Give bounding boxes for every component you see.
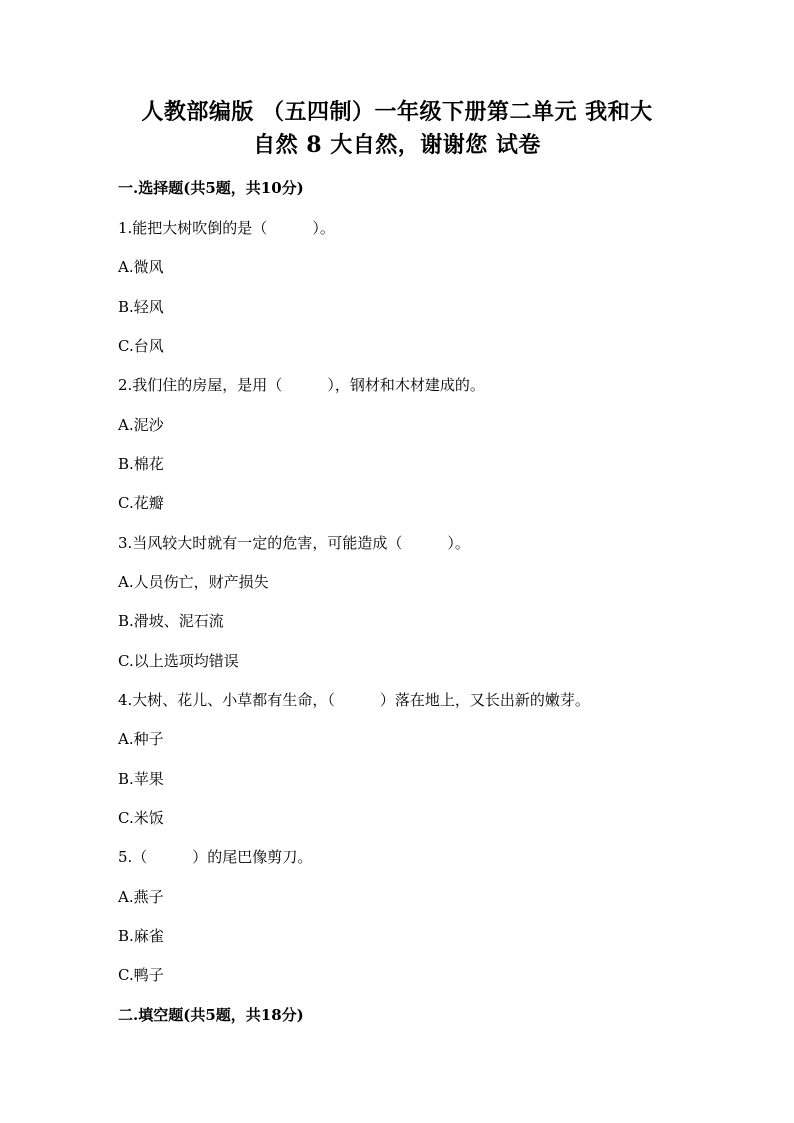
question-2-option-a: A.泥沙 <box>118 416 164 434</box>
question-5-option-c: C.鸭子 <box>118 966 164 984</box>
exam-title-line2: 自然 8 大自然，谢谢您 试卷 <box>253 132 541 158</box>
question-1-stem: 1.能把大树吹倒的是（ ）。 <box>118 219 335 237</box>
question-2-option-b: B.棉花 <box>118 455 164 473</box>
question-3-option-a: A.人员伤亡，财产损失 <box>118 573 269 591</box>
question-1-option-b: B.轻风 <box>118 298 164 316</box>
question-5-option-b: B.麻雀 <box>118 927 164 945</box>
question-5-option-a: A.燕子 <box>118 888 164 906</box>
section-heading-fill-blank: 二.填空题(共5题，共18分) <box>118 1006 304 1024</box>
question-3-option-c: C.以上选项均错误 <box>118 652 239 670</box>
question-5-stem: 5.（ ）的尾巴像剪刀。 <box>118 848 313 866</box>
question-3-option-b: B.滑坡、泥石流 <box>118 612 224 630</box>
exam-title-line1: 人教部编版 （五四制）一年级下册第二单元 我和大 <box>141 99 653 125</box>
question-1-option-a: A.微风 <box>118 258 164 276</box>
question-4-stem: 4.大树、花儿、小草都有生命，（ ）落在地上，又长出新的嫩芽。 <box>118 691 590 709</box>
question-4-option-b: B.苹果 <box>118 770 164 788</box>
question-3-stem: 3.当风较大时就有一定的危害，可能造成（ ）。 <box>118 534 470 552</box>
question-4-option-c: C.米饭 <box>118 809 164 827</box>
question-2-option-c: C.花瓣 <box>118 494 164 512</box>
question-4-option-a: A.种子 <box>118 730 164 748</box>
section-heading-choice: 一.选择题(共5题，共10分) <box>118 179 304 197</box>
question-1-option-c: C.台风 <box>118 337 164 355</box>
question-2-stem: 2.我们住的房屋，是用（ ），钢材和木材建成的。 <box>118 376 485 394</box>
